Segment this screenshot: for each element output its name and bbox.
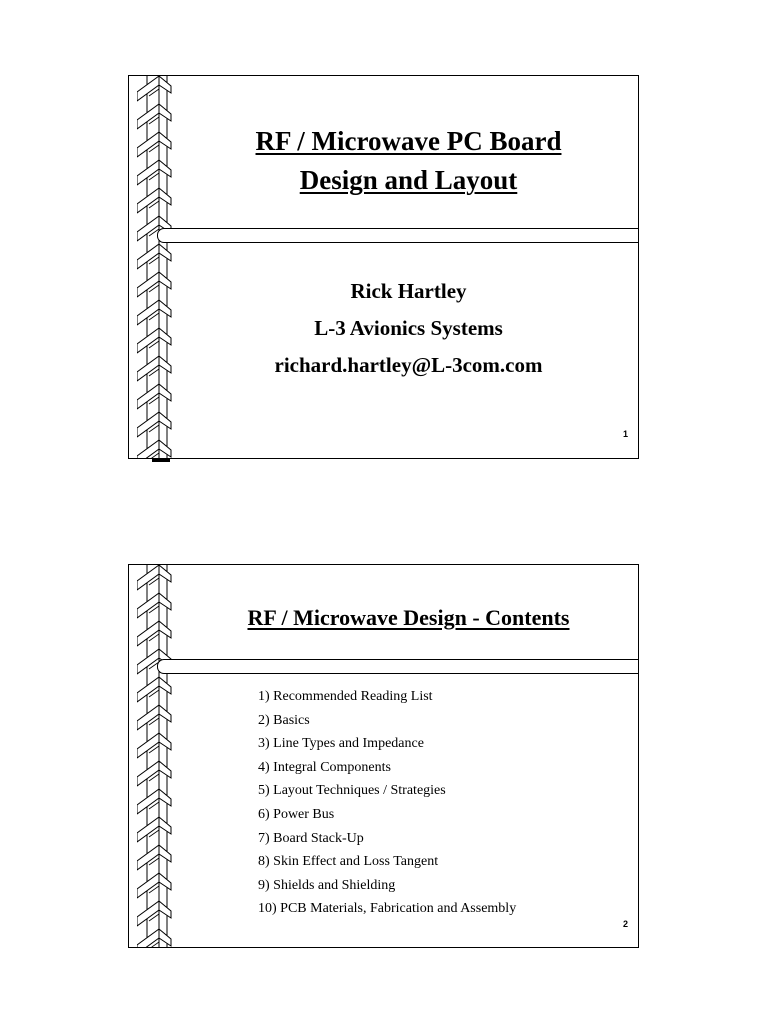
contents-list	[258, 685, 516, 921]
slide-title	[189, 122, 628, 200]
title-line-1: RF / Microwave PC Board	[255, 126, 562, 156]
contents-item: 7) Board Stack-Up	[258, 830, 364, 846]
contents-item: 4) Integral Components	[258, 759, 391, 775]
ribbon-graphic	[137, 565, 181, 948]
slide-2	[128, 564, 639, 948]
page-number: 1	[622, 429, 628, 439]
contents-item: 8) Skin Effect and Loss Tangent	[258, 854, 439, 870]
author-block	[189, 273, 628, 384]
slide-edge-mark	[152, 459, 170, 462]
author-email: richard.hartley@L-3com.com	[274, 353, 543, 377]
title-divider	[157, 228, 639, 243]
title-divider	[157, 659, 639, 674]
slide-title: RF / Microwave Design - Contents	[247, 605, 570, 630]
contents-item: 6) Power Bus	[258, 806, 335, 822]
ribbon-graphic	[137, 76, 181, 459]
author-organization: L-3 Avionics Systems	[314, 316, 503, 340]
contents-item: 3) Line Types and Impedance	[258, 736, 424, 752]
contents-item: 2) Basics	[258, 712, 310, 728]
page-number: 2	[622, 919, 628, 929]
title-line-2: Design and Layout	[299, 165, 518, 195]
contents-item: 9) Shields and Shielding	[258, 877, 396, 893]
slide-1	[128, 75, 639, 459]
ribbon-decoration	[137, 76, 181, 458]
contents-item: 5) Layout Techniques / Strategies	[258, 783, 446, 799]
ribbon-decoration	[137, 565, 181, 947]
author-name: Rick Hartley	[350, 279, 467, 303]
contents-item: 1) Recommended Reading List	[258, 689, 433, 704]
contents-item: 10) PCB Materials, Fabrication and Assembly	[258, 901, 517, 917]
